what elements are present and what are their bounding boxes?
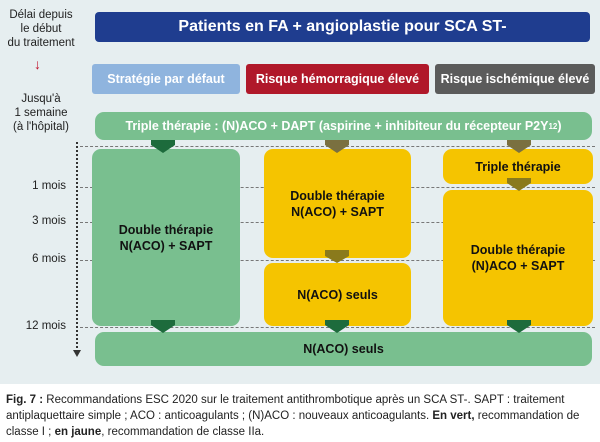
ischemic-box2-line1: Double thérapie bbox=[470, 243, 566, 257]
tick-1-month: 1 mois bbox=[32, 180, 66, 192]
arrowhead-default-top-icon bbox=[151, 145, 175, 153]
triple-therapy-suffix: ) bbox=[557, 119, 562, 133]
ischemic-box2-line2: (N)ACO + SAPT bbox=[471, 259, 565, 273]
default-dual-therapy-box bbox=[92, 149, 240, 326]
bleeding-naco-alone-box: N(ACO) seuls bbox=[264, 263, 411, 326]
until-label bbox=[2, 92, 80, 134]
caption-text-1: Recommandations ESC 2020 sur le traitement antithrombotique après un SCA ST-. SAPT : traitement antiplaquettaire simple ; ACO : anticoagulants ; (N)ACO : nouveaux anticoagulants. bbox=[6, 394, 565, 422]
default-box-line2: N(ACO) + SAPT bbox=[119, 238, 213, 253]
delay-label-line2: le début bbox=[20, 23, 62, 35]
triple-therapy-subscript: 12 bbox=[548, 121, 558, 131]
tick-3-months: 3 mois bbox=[32, 215, 66, 227]
delay-label-line1: Délai depuis bbox=[9, 9, 73, 21]
down-arrow-icon: ↓ bbox=[34, 56, 41, 72]
caption-text-2: recommandation de classe I ; bbox=[6, 410, 580, 438]
until-label-line3: (à l'hôpital) bbox=[13, 121, 69, 133]
triple-therapy-text: Triple thérapie : (N)ACO + DAPT (aspirine + inhibiteur du récepteur P2Y bbox=[125, 119, 549, 133]
arrowhead-default-bottom-icon bbox=[151, 325, 175, 333]
arrowhead-ischemic-bottom-icon bbox=[507, 325, 531, 333]
bleeding-box1-line2: N(ACO) + SAPT bbox=[291, 204, 384, 219]
arrowhead-bleeding-bottom-icon bbox=[325, 325, 349, 333]
triple-therapy-bar bbox=[95, 112, 592, 140]
until-label-line1: Jusqu'à bbox=[21, 93, 61, 105]
timeline-arrowhead-icon bbox=[73, 350, 81, 357]
default-box-line1: Double thérapie bbox=[118, 222, 214, 237]
diagram-title: Patients en FA + angioplastie pour SCA ST- bbox=[95, 12, 590, 42]
arrowhead-bleeding-top-icon bbox=[325, 145, 349, 153]
arrowhead-ischemic-top-icon bbox=[507, 145, 531, 153]
tick-6-months: 6 mois bbox=[32, 253, 66, 265]
delay-label bbox=[2, 8, 80, 50]
header-bleeding-risk: Risque hémorragique élevé bbox=[246, 64, 429, 94]
timeline-axis bbox=[76, 142, 78, 352]
header-default-strategy: Stratégie par défaut bbox=[92, 64, 240, 94]
header-ischemic-risk: Risque ischémique élevé bbox=[435, 64, 595, 94]
until-label-line2: 1 semaine bbox=[14, 107, 68, 119]
caption-text-3: , recommandation de classe IIa. bbox=[101, 426, 265, 438]
bleeding-box1-line1: Double thérapie bbox=[290, 188, 385, 203]
delay-label-line3: du traitement bbox=[7, 37, 75, 49]
caption-fig-label: Fig. 7 : bbox=[6, 394, 44, 406]
arrowhead-bleeding-mid-icon bbox=[325, 256, 349, 263]
arrowhead-ischemic-mid-icon bbox=[507, 183, 531, 191]
bleeding-dual-therapy-box bbox=[264, 149, 411, 258]
caption-yellow-label: en jaune bbox=[54, 426, 102, 438]
caption-green-label: En vert, bbox=[432, 410, 475, 422]
ischemic-triple-therapy-box: Triple thérapie bbox=[443, 149, 593, 184]
figure-caption bbox=[6, 392, 596, 440]
tick-12-months: 12 mois bbox=[25, 320, 66, 332]
bottom-naco-alone-bar: N(ACO) seuls bbox=[95, 332, 592, 366]
ischemic-dual-therapy-box bbox=[443, 190, 593, 326]
